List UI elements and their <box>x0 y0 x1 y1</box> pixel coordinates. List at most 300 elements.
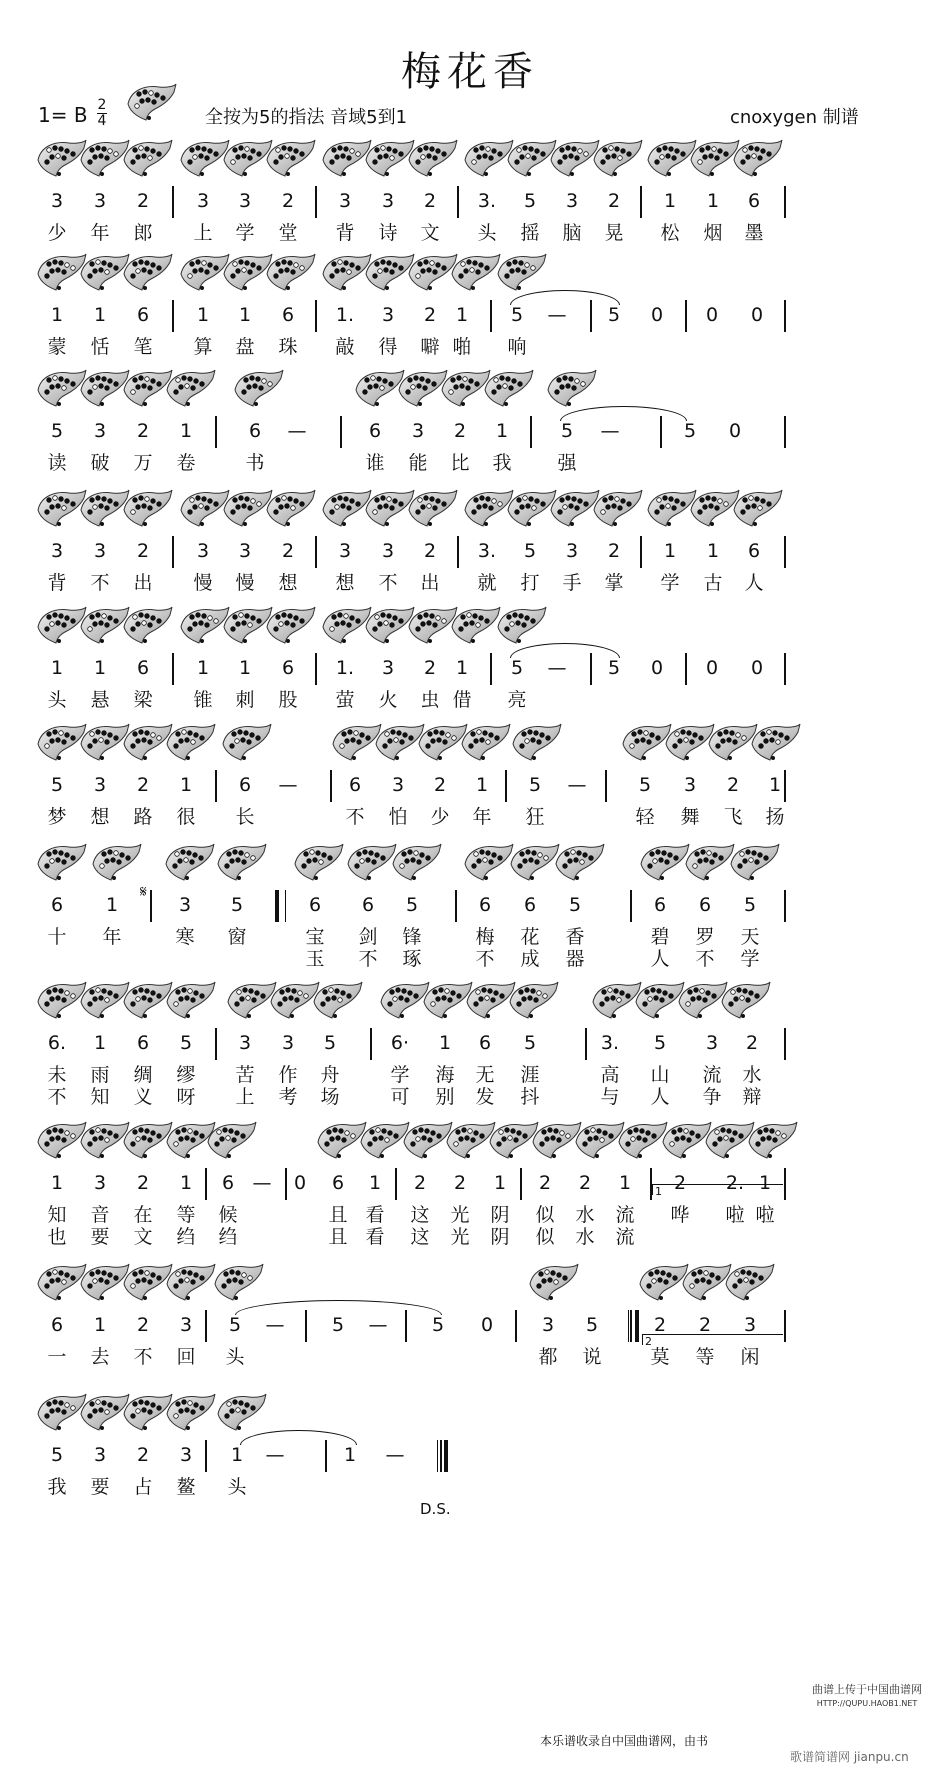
lyric-verse2: 不 <box>47 1086 67 1108</box>
barline <box>640 536 642 568</box>
note: 3 <box>50 540 64 562</box>
lyric-verse2: 文 <box>133 1226 153 1248</box>
lyric: 啪 <box>452 336 472 358</box>
lyric: 读 <box>47 452 67 474</box>
note: 1 <box>238 657 252 679</box>
note: 5 <box>607 304 621 326</box>
lyric-verse2: 争 <box>702 1086 722 1108</box>
note: 1 <box>50 304 64 326</box>
lyric: 剑 <box>358 926 378 948</box>
lyric: 万 <box>133 452 153 474</box>
note: 3 <box>338 190 352 212</box>
note: 2 <box>423 657 437 679</box>
note: 1 <box>238 304 252 326</box>
lyric-verse2: 光 <box>450 1226 470 1248</box>
note: — <box>278 774 298 796</box>
lyric-verse2: 不 <box>358 948 378 970</box>
note: 2 <box>136 190 150 212</box>
lyric: 雨 <box>90 1064 110 1086</box>
note: 5 <box>331 1314 345 1336</box>
note: — <box>368 1314 388 1336</box>
ending-bracket <box>642 1334 783 1345</box>
lyric-verse2: 绉 <box>218 1226 238 1248</box>
note: 5 <box>50 420 64 442</box>
note: 3 <box>93 774 107 796</box>
lyric: 一 <box>47 1346 67 1368</box>
note: 6 <box>136 1032 150 1054</box>
note: 1 <box>706 190 720 212</box>
lyric-verse2: 绉 <box>176 1226 196 1248</box>
tie <box>240 1430 357 1445</box>
barline <box>784 653 786 685</box>
lyric: 摇 <box>520 222 540 244</box>
ocarina-fingering-icon <box>731 488 783 528</box>
note: 6 <box>698 894 712 916</box>
lyric: 罗 <box>695 926 715 948</box>
note: — <box>547 304 567 326</box>
note: 3 <box>179 1314 193 1336</box>
barline <box>315 653 317 685</box>
lyric: 鳌 <box>176 1476 196 1498</box>
lyric: 头 <box>225 1346 245 1368</box>
lyric: 海 <box>435 1064 455 1086</box>
note: 3 <box>683 774 697 796</box>
lyric: 背 <box>335 222 355 244</box>
note: 1. <box>335 657 355 679</box>
lyric: 哗 <box>670 1204 690 1226</box>
lyric-verse2: 学 <box>740 948 760 970</box>
lyric: 锥 <box>193 689 213 711</box>
lyric: 人 <box>744 572 764 594</box>
ocarina-fingering-icon <box>462 842 514 882</box>
note: 6 <box>308 894 322 916</box>
lyric: 刺 <box>235 689 255 711</box>
note: 5 <box>230 894 244 916</box>
lyric-verse2: 这 <box>410 1226 430 1248</box>
note: 6 <box>747 540 761 562</box>
note: 1 <box>196 304 210 326</box>
barline <box>490 300 492 332</box>
note: — <box>600 420 620 442</box>
note: 5 <box>523 540 537 562</box>
note: — <box>265 1314 285 1336</box>
note: 1 <box>768 774 782 796</box>
ocarina-fingering-icon <box>292 842 344 882</box>
note: 1 <box>93 304 107 326</box>
ocarina-fingering-icon <box>495 605 547 645</box>
lyric: 占 <box>133 1476 153 1498</box>
lyric: 这 <box>410 1204 430 1226</box>
ocarina-fingering-icon <box>459 722 511 762</box>
lyric: 香 <box>565 926 585 948</box>
lyric: 书 <box>245 452 265 474</box>
note: 3. <box>477 540 497 562</box>
ending-2-mark: 2 <box>645 1335 652 1348</box>
lyric: 都 <box>538 1346 558 1368</box>
lyric-verse2: 玉 <box>305 948 325 970</box>
ocarina-fingering-icon <box>406 138 458 178</box>
note: 3 <box>93 1444 107 1466</box>
lyric: 扬 <box>765 806 785 828</box>
ocarina-fingering-icon <box>591 138 643 178</box>
lyric: 不 <box>378 572 398 594</box>
time-signature: 2 4 <box>97 97 107 129</box>
footer: 本乐谱收录自中国曲谱网，由书 <box>540 1734 709 1748</box>
note: 1 <box>50 657 64 679</box>
barline <box>285 1168 287 1200</box>
lyric: 强 <box>557 452 577 474</box>
lyric: 苦 <box>235 1064 255 1086</box>
barline <box>330 770 332 802</box>
ocarina-fingering-icon <box>264 252 316 292</box>
lyric: 狂 <box>525 806 545 828</box>
barline <box>457 536 459 568</box>
note: 3 <box>565 190 579 212</box>
ocarina-fingering-icon <box>164 1262 216 1302</box>
lyric: 噼 <box>420 336 440 358</box>
note: 5 <box>228 1314 242 1336</box>
tie <box>510 290 620 305</box>
note: 2 <box>281 190 295 212</box>
barline <box>172 186 174 218</box>
lyric: 打 <box>520 572 540 594</box>
lyric-verse2: 呀 <box>176 1086 196 1108</box>
lyric: 飞 <box>723 806 743 828</box>
lyric: 火 <box>378 689 398 711</box>
note: 2 <box>136 1444 150 1466</box>
note: 5 <box>683 420 697 442</box>
lyric: 学 <box>660 572 680 594</box>
note: 1 <box>230 1444 244 1466</box>
barline <box>530 416 532 448</box>
lyric: 比 <box>450 452 470 474</box>
barline <box>150 890 152 922</box>
barline <box>205 1168 207 1200</box>
lyric: 学 <box>235 222 255 244</box>
barline <box>172 653 174 685</box>
lyric: 梅 <box>475 926 495 948</box>
barline <box>784 1028 786 1060</box>
lyric: 盘 <box>235 336 255 358</box>
ocarina-fingering-icon <box>507 980 559 1020</box>
note: 2 <box>745 1032 759 1054</box>
note: 6 <box>50 894 64 916</box>
note: 1. <box>335 304 355 326</box>
lyric: 知 <box>47 1204 67 1226</box>
note: 6 <box>50 1314 64 1336</box>
lyric: 古 <box>703 572 723 594</box>
lyric: 啦 <box>725 1204 745 1226</box>
lyric: 恬 <box>90 336 110 358</box>
note: 2 <box>423 304 437 326</box>
note: 6 <box>747 190 761 212</box>
lyric-verse2: 器 <box>565 948 585 970</box>
lyric: 亮 <box>507 689 527 711</box>
note: 3 <box>238 1032 252 1054</box>
note: 6· <box>390 1032 410 1054</box>
ocarina-fingering-icon <box>164 980 216 1020</box>
ocarina-fingering-icon <box>121 138 173 178</box>
key-signature: 1= B <box>38 103 88 127</box>
note: 6 <box>368 420 382 442</box>
note: 3 <box>93 1172 107 1194</box>
note: 2 <box>578 1172 592 1194</box>
watermark-box: 曲谱上传于中国曲谱网 HTTP://QUPU.HAOB1.NET <box>812 1683 922 1708</box>
lyric: 出 <box>133 572 153 594</box>
note: 3 <box>281 1032 295 1054</box>
note: 1 <box>50 1172 64 1194</box>
note: 2 <box>538 1172 552 1194</box>
barline <box>315 300 317 332</box>
note: — <box>287 420 307 442</box>
lyric: 年 <box>102 926 122 948</box>
lyric: 候 <box>218 1204 238 1226</box>
lyric: 涯 <box>520 1064 540 1086</box>
lyric: 水 <box>575 1204 595 1226</box>
note: — <box>252 1172 272 1194</box>
note: 0 <box>293 1172 307 1194</box>
lyric: 墨 <box>744 222 764 244</box>
barline <box>585 1028 587 1060</box>
lyric: 背 <box>47 572 67 594</box>
note: 1 <box>93 657 107 679</box>
note: 1 <box>438 1032 452 1054</box>
final-barline <box>437 1440 448 1472</box>
note: 3 <box>565 540 579 562</box>
ocarina-fingering-icon <box>390 842 442 882</box>
note: 2 <box>136 1172 150 1194</box>
barline <box>685 300 687 332</box>
note: 0 <box>750 657 764 679</box>
ocarina-fingering-icon <box>121 488 173 528</box>
ocarina-fingering-icon <box>220 722 272 762</box>
note: 5 <box>585 1314 599 1336</box>
note: — <box>385 1444 405 1466</box>
lyric: 等 <box>695 1346 715 1368</box>
lyric-verse2: 成 <box>520 948 540 970</box>
lyric: 破 <box>90 452 110 474</box>
barline <box>315 536 317 568</box>
lyric: 我 <box>47 1476 67 1498</box>
note: 1 <box>105 894 119 916</box>
lyric: 烟 <box>703 222 723 244</box>
note: 1 <box>179 774 193 796</box>
lyric: 想 <box>90 806 110 828</box>
ocarina-fingering-icon <box>232 368 284 408</box>
note: 1 <box>758 1172 772 1194</box>
lyric: 能 <box>408 452 428 474</box>
lyric: 谁 <box>365 452 385 474</box>
note: 3 <box>179 1444 193 1466</box>
lyric-verse2: 要 <box>90 1226 110 1248</box>
note: 6 <box>523 894 537 916</box>
ocarina-fingering-icon <box>746 1120 798 1160</box>
barline <box>205 1440 207 1472</box>
lyric: 轻 <box>635 806 655 828</box>
lyric-verse2: 发 <box>475 1086 495 1108</box>
note: 2 <box>607 540 621 562</box>
page-title: 梅花香 <box>401 49 539 95</box>
ocarina-fingering-icon <box>215 1392 267 1432</box>
lyric: 不 <box>345 806 365 828</box>
legend-ocarina-icon <box>125 82 177 122</box>
barline <box>215 1028 217 1060</box>
lyric: 借 <box>452 689 472 711</box>
note: 1 <box>455 304 469 326</box>
lyric: 想 <box>335 572 355 594</box>
note: 3 <box>178 894 192 916</box>
note: 6 <box>478 894 492 916</box>
note: 3 <box>381 304 395 326</box>
lyric: 光 <box>450 1204 470 1226</box>
lyric: 慢 <box>193 572 213 594</box>
note: 2 <box>607 190 621 212</box>
note: 6 <box>348 774 362 796</box>
barline <box>455 890 457 922</box>
note: 0 <box>705 657 719 679</box>
note: 2. <box>725 1172 745 1194</box>
repeat-start <box>275 890 286 922</box>
note: 0 <box>705 304 719 326</box>
lyric-verse2: 上 <box>235 1086 255 1108</box>
lyric: 少 <box>430 806 450 828</box>
note: 6 <box>361 894 375 916</box>
note: 5 <box>560 420 574 442</box>
note: 2 <box>413 1172 427 1194</box>
ocarina-fingering-icon <box>723 1262 775 1302</box>
note: 3 <box>541 1314 555 1336</box>
note: 0 <box>728 420 742 442</box>
lyric: 寒 <box>175 926 195 948</box>
note: 3 <box>50 190 64 212</box>
barline <box>640 186 642 218</box>
ocarina-fingering-icon <box>164 368 216 408</box>
barline <box>784 770 786 802</box>
lyric: 闲 <box>740 1346 760 1368</box>
ocarina-fingering-icon <box>731 138 783 178</box>
lyric: 少 <box>47 222 67 244</box>
lyric: 高 <box>600 1064 620 1086</box>
lyric-verse2: 不 <box>695 948 715 970</box>
note: 2 <box>136 420 150 442</box>
note: — <box>547 657 567 679</box>
ocarina-fingering-icon <box>90 842 142 882</box>
note: 5 <box>50 774 64 796</box>
lyric: 音 <box>90 1204 110 1226</box>
note: 3 <box>705 1032 719 1054</box>
lyric: 宝 <box>305 926 325 948</box>
note: 0 <box>750 304 764 326</box>
note: 1 <box>706 540 720 562</box>
lyric-verse2: 似 <box>535 1226 555 1248</box>
lyric: 松 <box>660 222 680 244</box>
note: 2 <box>673 1172 687 1194</box>
lyric: 慢 <box>235 572 255 594</box>
barline <box>784 300 786 332</box>
lyric: 就 <box>477 572 497 594</box>
lyric: 窗 <box>227 926 247 948</box>
barline <box>630 890 632 922</box>
ocarina-fingering-icon <box>212 1262 264 1302</box>
ocarina-fingering-icon <box>545 368 597 408</box>
note: 5 <box>528 774 542 796</box>
lyric-verse2: 抖 <box>520 1086 540 1108</box>
note: 2 <box>136 774 150 796</box>
lyric-verse2: 也 <box>47 1226 67 1248</box>
tie <box>235 1300 442 1315</box>
lyric: 卷 <box>176 452 196 474</box>
lyric-verse2: 人 <box>650 948 670 970</box>
lyric: 作 <box>278 1064 298 1086</box>
barline <box>457 186 459 218</box>
note: 2 <box>423 190 437 212</box>
ocarina-fingering-icon <box>449 605 501 645</box>
ocarina-fingering-icon <box>527 1262 579 1302</box>
note: — <box>265 1444 285 1466</box>
ocarina-fingering-icon <box>121 252 173 292</box>
ocarina-fingering-icon <box>591 488 643 528</box>
note: 6 <box>238 774 252 796</box>
barline <box>172 300 174 332</box>
ocarina-fingering-icon <box>719 980 771 1020</box>
note: 3 <box>93 540 107 562</box>
lyric: 舟 <box>320 1064 340 1086</box>
lyric: 去 <box>90 1346 110 1368</box>
note: 5 <box>638 774 652 796</box>
lyric: 在 <box>133 1204 153 1226</box>
ending-bracket <box>652 1184 783 1195</box>
note: 3 <box>238 190 252 212</box>
note: 3 <box>411 420 425 442</box>
note: 6 <box>248 420 262 442</box>
note: 1 <box>455 657 469 679</box>
ocarina-fingering-icon <box>449 252 501 292</box>
barline <box>215 770 217 802</box>
repeat-end <box>628 1310 639 1342</box>
barline <box>215 416 217 448</box>
segno-mark: 𝄋 <box>140 882 147 901</box>
legend-text: 全按为5的指法 音域5到1 <box>205 107 408 128</box>
barline <box>340 416 342 448</box>
barline <box>315 186 317 218</box>
barline <box>784 1168 786 1200</box>
note: 1 <box>663 540 677 562</box>
note: 1 <box>93 1032 107 1054</box>
lyric: 流 <box>702 1064 722 1086</box>
note: 6 <box>281 304 295 326</box>
note: 2 <box>453 420 467 442</box>
lyric-verse2: 流 <box>615 1226 635 1248</box>
note: 5 <box>523 1032 537 1054</box>
lyric: 锋 <box>402 926 422 948</box>
lyric: 响 <box>507 336 527 358</box>
note: 5 <box>607 657 621 679</box>
lyric: 碧 <box>650 926 670 948</box>
author: cnoxygen 制谱 <box>730 107 859 128</box>
note: 1 <box>493 1172 507 1194</box>
lyric: 且 <box>328 1204 348 1226</box>
ocarina-fingering-icon <box>164 722 216 762</box>
lyric: 萤 <box>335 689 355 711</box>
note: 2 <box>281 540 295 562</box>
lyric: 郎 <box>133 222 153 244</box>
lyric: 出 <box>420 572 440 594</box>
lyric: 绸 <box>133 1064 153 1086</box>
note: 6 <box>136 657 150 679</box>
note: 2 <box>423 540 437 562</box>
note: 1 <box>618 1172 632 1194</box>
lyric: 水 <box>742 1064 762 1086</box>
